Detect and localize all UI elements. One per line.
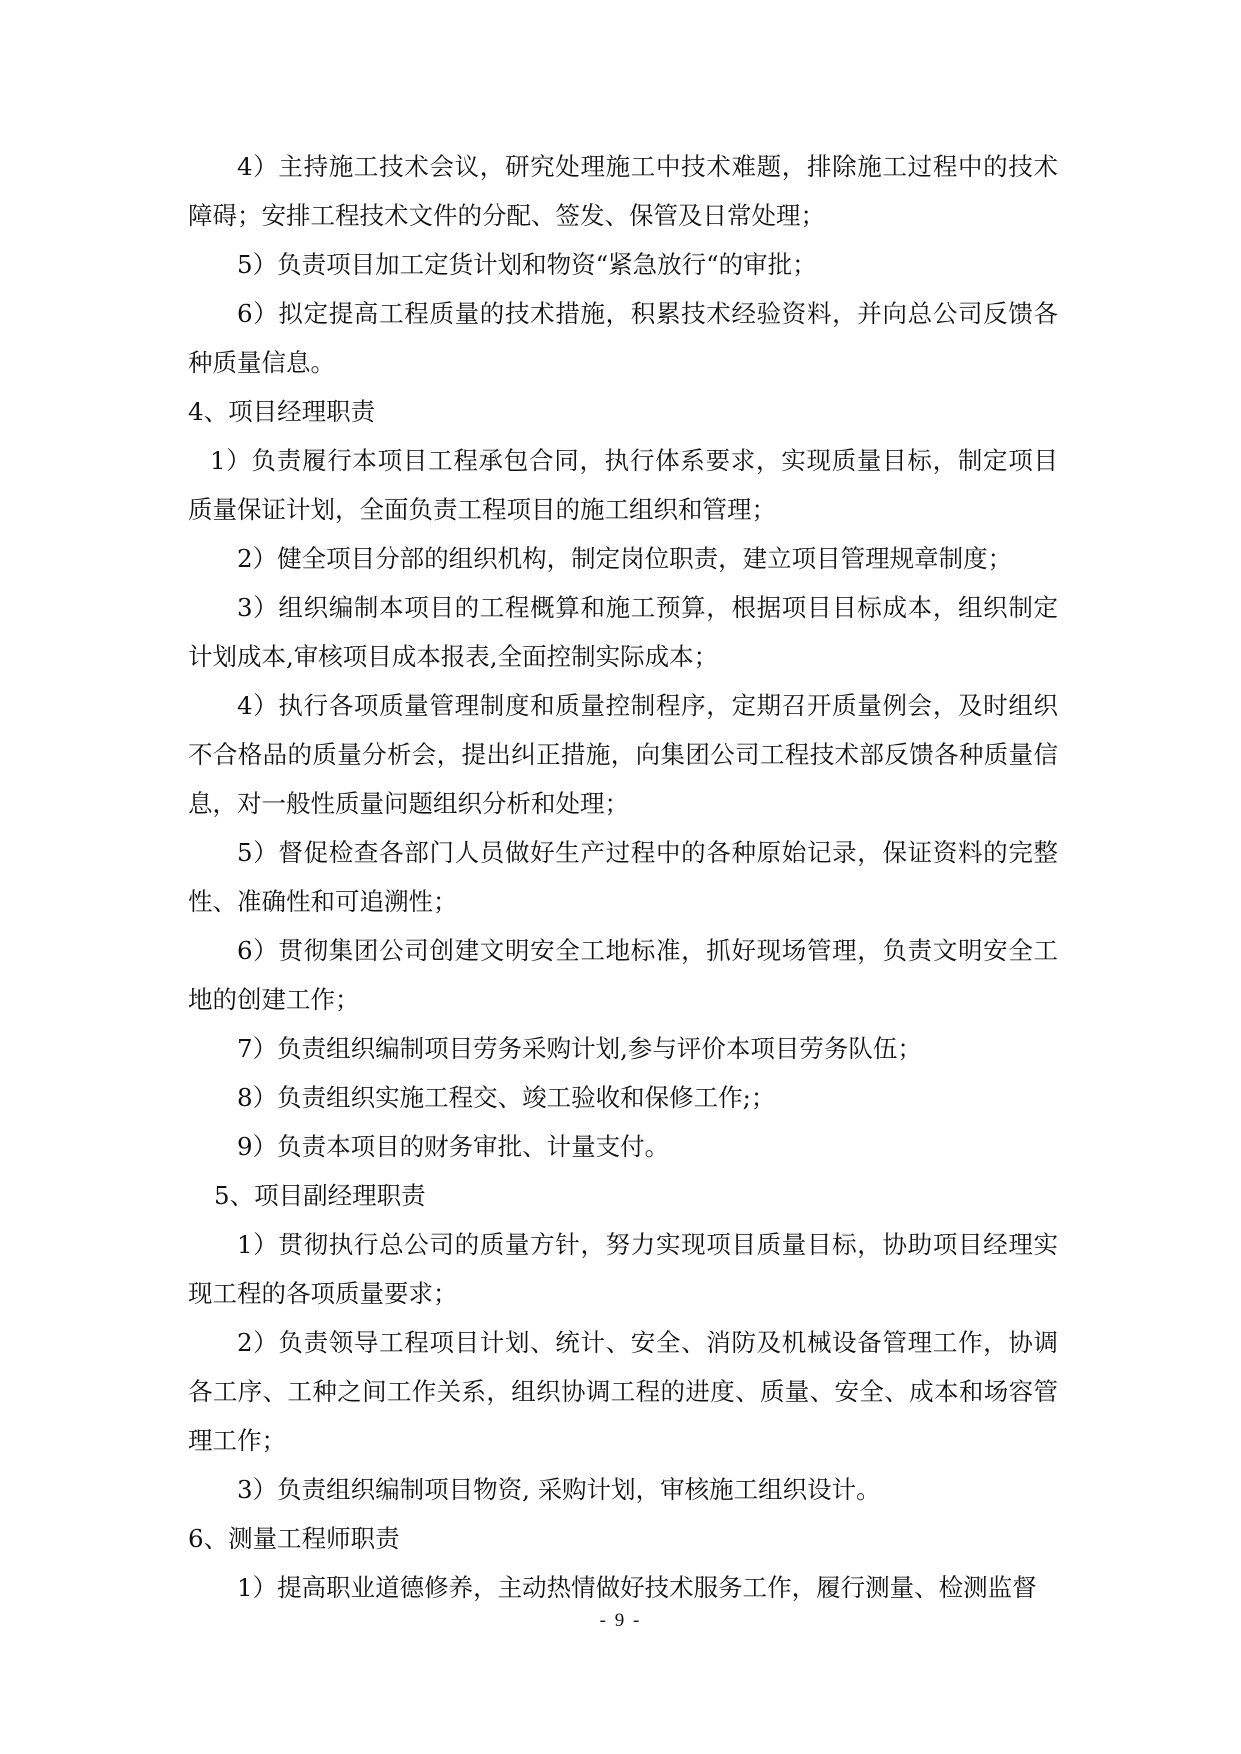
paragraph: 6）贯彻集团公司创建文明安全工地标准，抓好现场管理，负责文明安全工地的创建工作； xyxy=(188,936,1058,1014)
paragraph: 5）负责项目加工定货计划和物资“紧急放行“的审批； xyxy=(237,250,817,279)
paragraph: 1）负责履行本项目工程承包合同，执行体系要求，实现质量目标，制定项目质量保证计划，全面负责工程项目的施工组织和管理； xyxy=(188,446,1058,524)
paragraph: 2）负责领导工程项目计划、统计、安全、消防及机械设备管理工作，协调各工序、工种之间工作关系，组织协调工程的进度、质量、安全、成本和场容管理工作； xyxy=(188,1328,1058,1455)
paragraph: 2）健全项目分部的组织机构，制定岗位职责，建立项目管理规章制度； xyxy=(237,544,1013,573)
paragraph: 6）拟定提高工程质量的技术措施，积累技术经验资料，并向总公司反馈各种质量信息。 xyxy=(188,299,1058,377)
paragraph: 7）负责组织编制项目劳务采购计划,参与评价本项目劳务队伍； xyxy=(237,1034,922,1063)
paragraph: 3）组织编制本项目的工程概算和施工预算，根据项目目标成本，组织制定计划成本,审核项目成本报表,全面控制实际成本； xyxy=(188,593,1058,671)
paragraph: 4、项目经理职责 xyxy=(188,397,376,426)
page-number: - 9 - xyxy=(599,1610,642,1631)
paragraph: 8）负责组织实施工程交、竣工验收和保修工作;； xyxy=(237,1083,776,1112)
paragraph: 1）贯彻执行总公司的质量方针，努力实现项目质量目标，协助项目经理实现工程的各项质量要求； xyxy=(188,1230,1058,1308)
paragraph: 6、测量工程师职责 xyxy=(188,1524,400,1553)
paragraph: 4）执行各项质量管理制度和质量控制程序，定期召开质量例会，及时组织不合格品的质量分析会，提出纠正措施，向集团公司工程技术部反馈各种质量信息，对一般性质量问题组织分析和处理； xyxy=(188,691,1058,818)
paragraph: 5）督促检查各部门人员做好生产过程中的各种原始记录，保证资料的完整性、准确性和可追溯性； xyxy=(188,838,1058,916)
paragraph: 4）主持施工技术会议，研究处理施工中技术难题，排除施工过程中的技术障碍；安排工程技术文件的分配、签发、保管及日常处理； xyxy=(188,152,1058,230)
paragraph: 5、项目副经理职责 xyxy=(214,1181,426,1210)
paragraph: 9）负责本项目的财务审批、计量支付。 xyxy=(237,1132,670,1161)
document-body xyxy=(188,142,1058,1612)
paragraph: 3）负责组织编制项目物资, 采购计划，审核施工组织设计。 xyxy=(237,1475,881,1504)
paragraph: 1）提高职业道德修养，主动热情做好技术服务工作，履行测量、检测监督 xyxy=(237,1573,1037,1602)
